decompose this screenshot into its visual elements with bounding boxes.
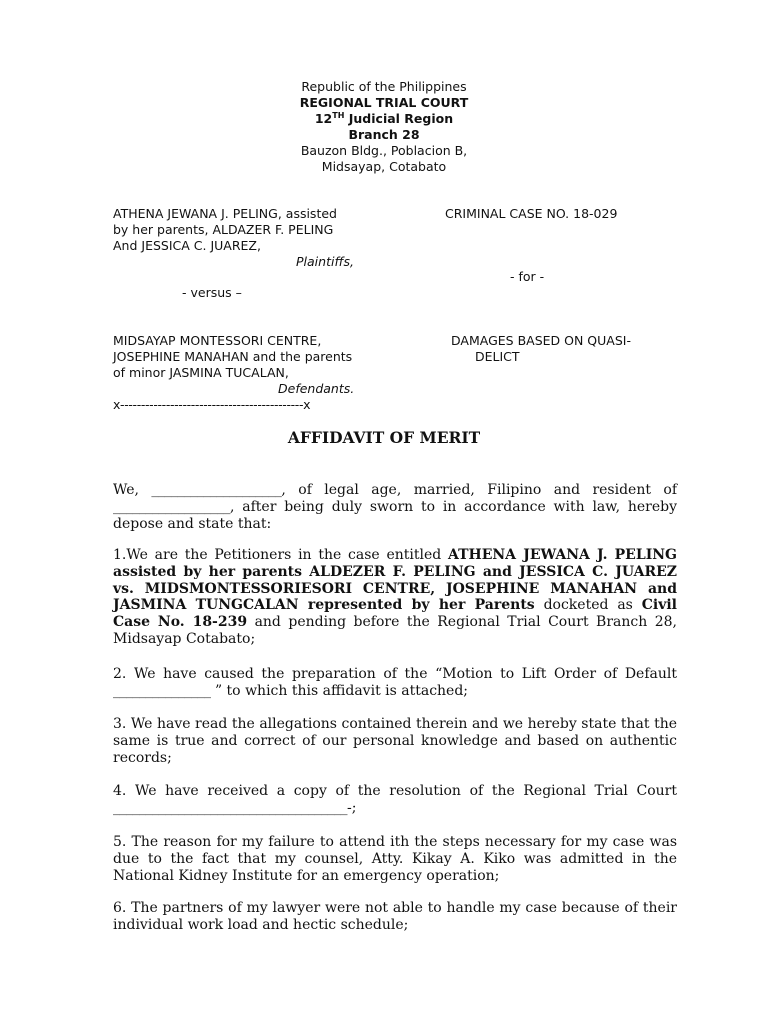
- header-court-name: REGIONAL TRIAL COURT: [299, 95, 469, 110]
- court-header: [0, 79, 768, 175]
- resolution-blank: ____________________________________: [113, 799, 347, 816]
- header-address-1: Bauzon Bldg., Poblacion B,: [300, 143, 468, 158]
- defendant-line-3: of minor JASMINA TUCALAN,: [113, 365, 289, 380]
- plaintiffs-label: Plaintiffs,: [296, 254, 354, 269]
- paragraph-1: 1.We are the Petitioners in the case entitled ATHENA JEWANA J. PELING assisted by her parents ALDEZER F. PELING and JESSICA C. JUAREZ vs. MIDSMONTESSORIESORI CENTRE, JOSEPHINE MANAHAN and JASMINA TUNGCALAN represented by her Parents docketed as Civil Case No. 18-239 and pending before the Regional Trial Court Branch 28, Midsayap Cotabato;: [113, 547, 677, 647]
- paragraph-2: 2. We have caused the preparation of the “Motion to Lift Order of Default _______________ ” to which this affidavit is attached;: [113, 666, 677, 699]
- name-blank: ____________________: [151, 482, 282, 498]
- case-nature-line-1: DAMAGES BASED ON QUASI-: [451, 333, 631, 348]
- header-branch: Branch 28: [348, 127, 420, 142]
- paragraph-6: 6. The partners of my lawyer were not able to handle my case because of their individual work load and hectic schedule;: [113, 900, 677, 933]
- case-nature-line-2: DELICT: [475, 349, 520, 364]
- for-label: - for -: [510, 269, 545, 284]
- paragraph-4: 4. We have received a copy of the resolution of the Regional Trial Court ____________________________________-;: [113, 783, 677, 816]
- defendants-label: Defendants.: [278, 381, 355, 396]
- plaintiff-line-3: And JESSICA C. JUAREZ,: [113, 238, 261, 253]
- document-title: AFFIDAVIT OF MERIT: [287, 428, 481, 447]
- defendant-line-2: JOSEPHINE MANAHAN and the parents: [113, 349, 353, 364]
- paragraph-5: 5. The reason for my failure to attend ith the steps necessary for my case was due to the fact that my counsel, Atty. Kikay A. Kiko was admitted in the National Kidney Institute for an emergency operation;: [113, 834, 677, 884]
- intro-paragraph: We, ____________________, of legal age, married, Filipino and resident of __________________, after being duly sworn to in accordance with law, hereby depose and state that:: [113, 482, 678, 532]
- header-republic: Republic of the Philippines: [301, 79, 467, 94]
- paragraph-3: 3. We have read the allegations contained therein and we hereby state that the same is true and correct of our personal knowledge and based on authentic records;: [113, 716, 677, 766]
- defendant-line-1: MIDSAYAP MONTESSORI CENTRE,: [113, 333, 322, 348]
- plaintiff-line-1: ATHENA JEWANA J. PELING, assisted: [113, 206, 337, 221]
- case-parties: ATHENA JEWANA J. PELING assisted by her parents ALDEZER F. PELING and JESSICA C. JUAREZ vs. MIDSMONTESSORIESORI CENTRE, JOSEPHINE MANAHAN and JASMINA TUNGCALAN represented by her Parents: [113, 547, 677, 614]
- caption-separator: x--------------------------------------------x: [113, 397, 311, 412]
- case-number: CRIMINAL CASE NO. 18-029: [445, 206, 618, 221]
- header-address-2: Midsayap, Cotabato: [321, 159, 447, 174]
- versus-label: - versus –: [182, 285, 242, 300]
- plaintiff-line-2: by her parents, ALDAZER F. PELING: [113, 222, 334, 237]
- residence-blank: __________________: [113, 498, 230, 515]
- header-judicial-region: 12TH Judicial Region: [314, 110, 454, 126]
- motion-blank: _______________: [113, 682, 211, 699]
- civil-case-number: Civil Case No. 18-239: [113, 597, 677, 631]
